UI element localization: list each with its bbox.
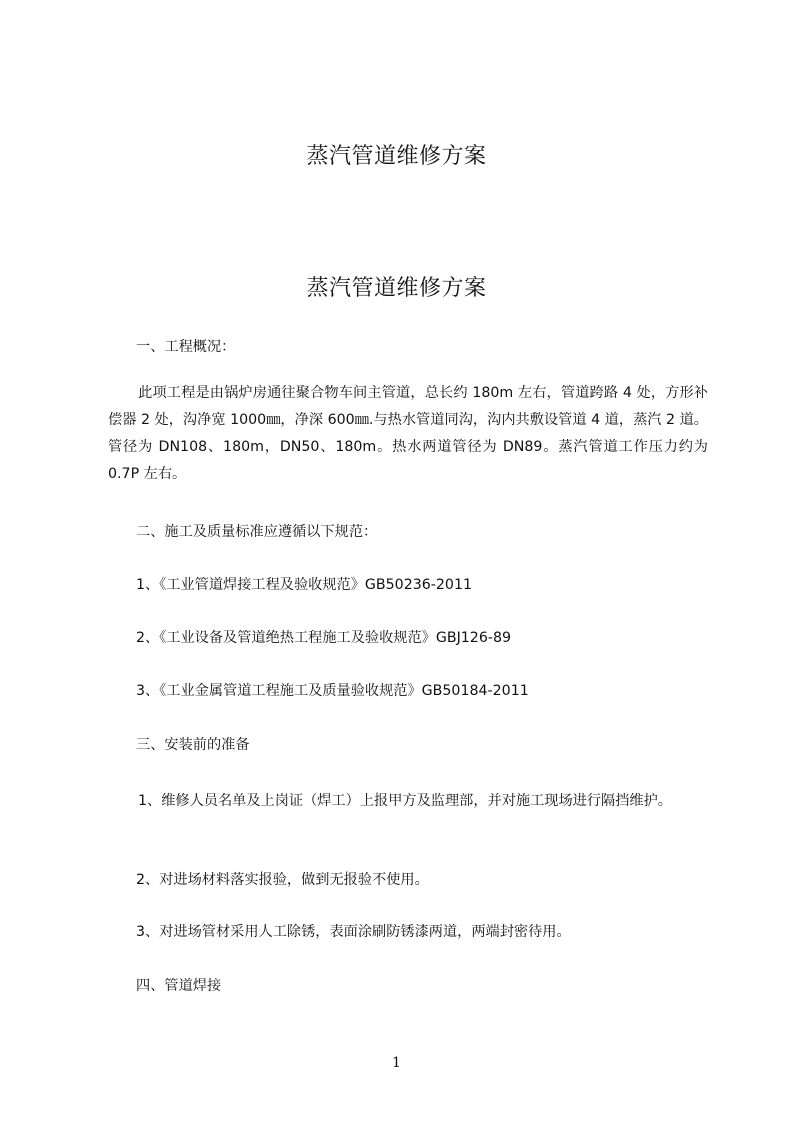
section-2-item: 2、《工业设备及管道绝热工程施工及验收规范》GBJ126-89 [136, 630, 512, 646]
section-2-item: 1、《工业管道焊接工程及验收规范》GB50236-2011 [136, 577, 473, 593]
document-header-title: 蒸汽管道维修方案 [306, 144, 487, 169]
document-main-title: 蒸汽管道维修方案 [306, 276, 487, 301]
section-4-heading: 四、管道焊接 [136, 978, 222, 994]
section-3-item: 2、对进场材料落实报验，做到无报验不使用。 [136, 872, 429, 888]
section-1-paragraph-text: 此项工程是由锅炉房通往聚合物车间主管道，总长约 180m 左右，管道跨路 4 处，方形补偿器 2 处，沟净宽 1000㎜，净深 600㎜.与热水管道同沟，沟内共敷设管道 4 道，蒸汽 2 道。管径为 DN108、180m，DN50、180m。热水两道管径为 DN89。蒸汽管道工作压力约为 0.7P 左右。 [108, 385, 708, 482]
section-1-heading: 一、工程概况： [136, 339, 236, 355]
section-2-heading: 二、施工及质量标准应遵循以下规范： [136, 524, 378, 540]
page-number: 1 [392, 1055, 401, 1071]
section-1-paragraph [108, 380, 708, 488]
section-3-item: 1、维修人员名单及上岗证（焊工）上报甲方及监理部，并对施工现场进行隔挡维护。 [138, 793, 672, 809]
section-3-item: 3、对进场管材采用人工除锈，表面涂刷防锈漆两道，两端封密待用。 [136, 924, 571, 940]
section-2-item: 3、《工业金属管道工程施工及质量验收规范》GB50184-2011 [136, 683, 529, 699]
section-3-heading: 三、安装前的准备 [136, 737, 250, 753]
